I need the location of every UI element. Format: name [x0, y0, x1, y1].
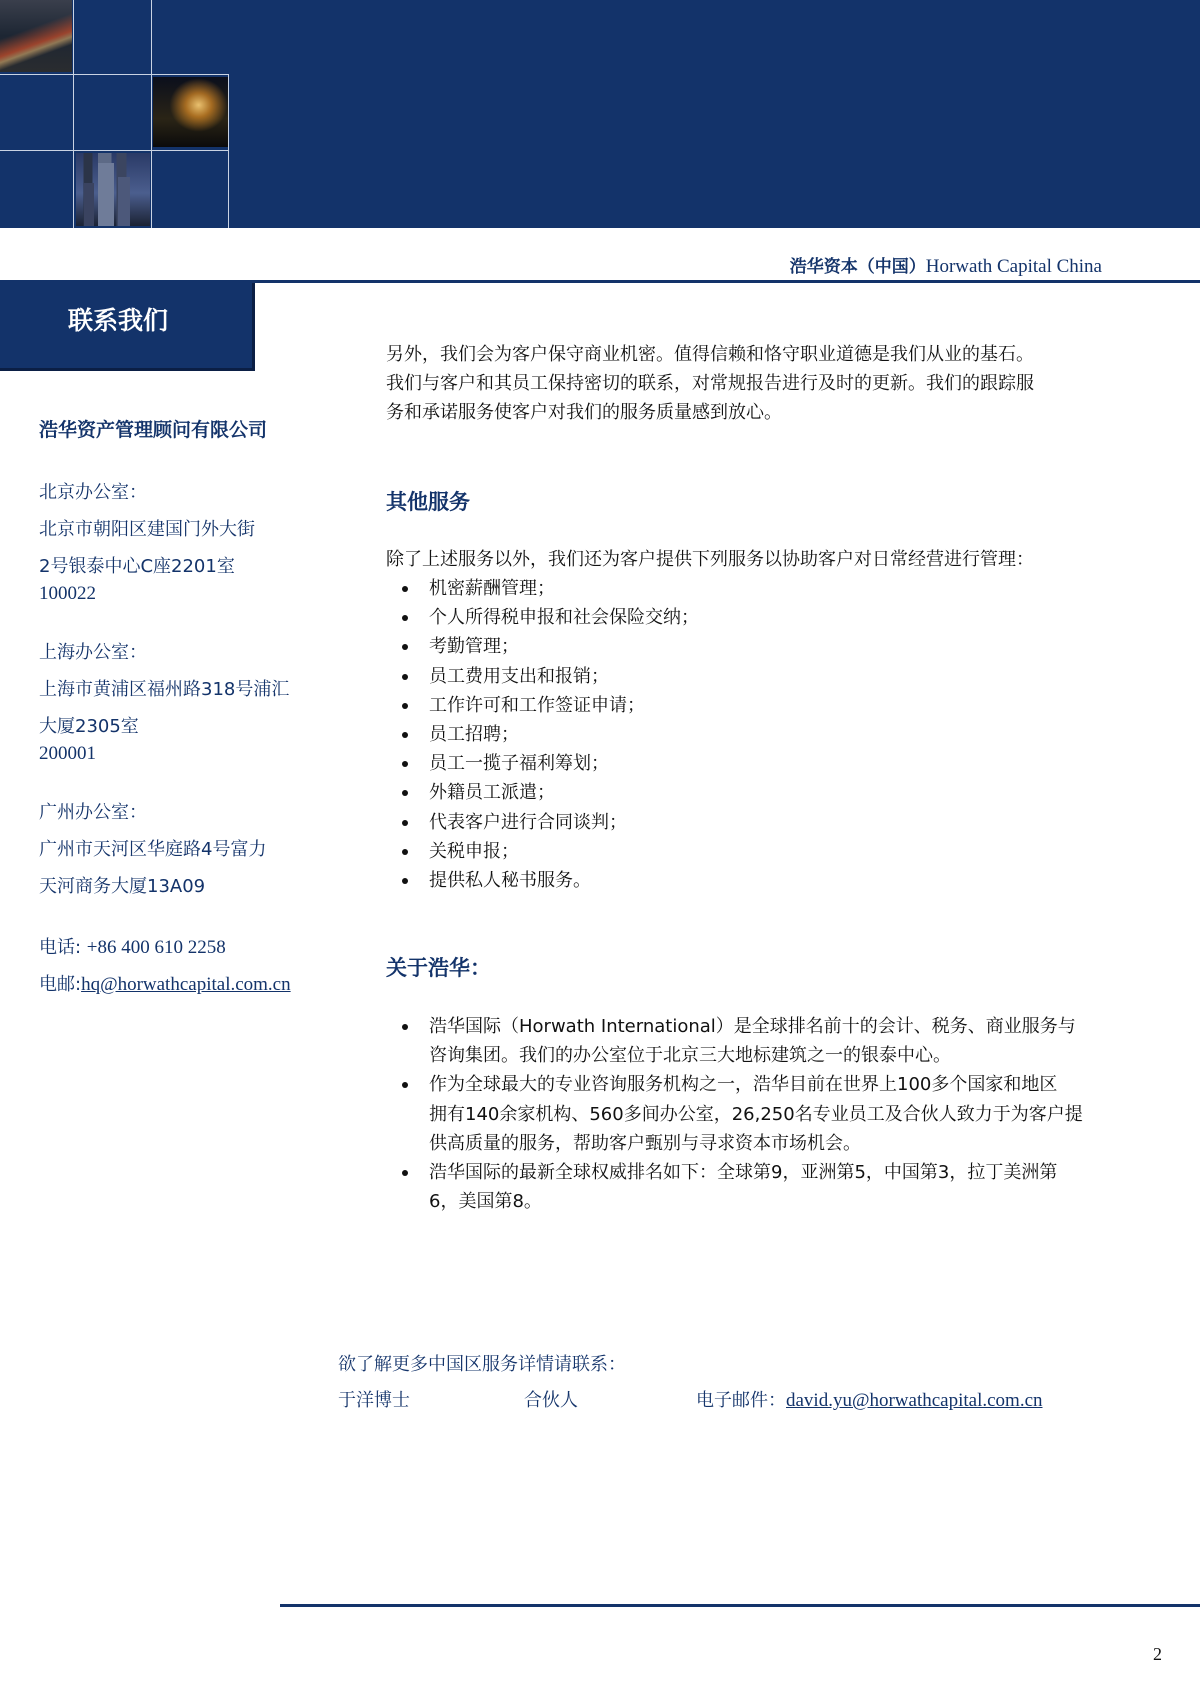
city-night-photo [0, 0, 72, 72]
footer-prompt: 欲了解更多中国区服务详情请联系： [338, 1354, 626, 1375]
brand-name-cn: 浩华资本（中国） [789, 257, 926, 277]
office-label-shanghai: 上海办公室： [39, 642, 147, 663]
phone-line [39, 933, 226, 959]
brand-title [790, 252, 1102, 278]
banner-grid-line [0, 150, 229, 151]
address-line: 北京市朝阳区建国门外大街 [39, 519, 255, 540]
phone-number: +86 400 610 2258 [86, 937, 226, 958]
office-label-beijing: 北京办公室： [39, 482, 147, 503]
text-line: 另外，我们会为客户保守商业机密。值得信赖和恪守职业道德是我们从业的基石。 [386, 344, 1034, 365]
section-title: 联系我们 [68, 306, 169, 335]
company-name: 浩华资产管理顾问有限公司 [39, 419, 268, 441]
text-line: 我们与客户和其员工保持密切的联系，对常规报告进行及时的更新。我们的跟踪服 [386, 373, 1034, 394]
text-line: 务和承诺服务使客户对我们的服务质量感到放心。 [386, 402, 782, 423]
address-line: 广州市天河区华庭路4号富力 [39, 839, 267, 860]
city-lights-photo [153, 77, 229, 147]
header-banner [0, 0, 1200, 228]
address-line: 天河商务大厦13A09 [39, 876, 206, 897]
list-item: 员工费用支出和报销； [386, 662, 699, 691]
brand-name-en: Horwath Capital China [925, 256, 1102, 277]
address-line: 2号银泰中心C座2201室 [39, 556, 235, 577]
contact-section-header [0, 283, 255, 371]
footer-email-link[interactable]: david.yu@horwathcapital.com.cn [786, 1390, 1043, 1411]
list-item: 员工一揽子福利筹划； [386, 749, 699, 778]
about-list [386, 1012, 1083, 1216]
list-item: 作为全球最大的专业咨询服务机构之一，浩华目前在世界上100多个国家和地区 拥有140余家机构、560多间办公室，26,250名专业员工及合伙人致力于为客户提 供高质量的服务，帮助客户甄别与寻求资本市场机会。 [386, 1070, 1083, 1158]
intro-paragraph [386, 340, 1034, 427]
list-item: 机密薪酬管理； [386, 574, 699, 603]
postcode: 100022 [39, 583, 96, 604]
banner-grid-line [151, 0, 152, 228]
banner-grid-line [228, 74, 229, 228]
page-number: 2 [1153, 1644, 1162, 1664]
list-item: 员工招聘； [386, 720, 699, 749]
email-label: 电邮: [39, 974, 82, 995]
office-label-guangzhou: 广州办公室： [39, 802, 147, 823]
list-item: 个人所得税申报和社会保险交纳； [386, 603, 699, 632]
list-item: 外籍员工派遣； [386, 778, 699, 807]
footer-contact-name: 于洋博士 [338, 1390, 410, 1411]
email-link[interactable]: hq@horwathcapital.com.cn [81, 974, 291, 995]
list-item: 提供私人秘书服务。 [386, 866, 699, 895]
address-line: 大厦2305室 [39, 716, 139, 737]
footer-divider [280, 1604, 1200, 1607]
services-list [386, 574, 699, 895]
footer-email-label: 电子邮件： [696, 1390, 786, 1411]
email-line [39, 970, 291, 996]
skyscrapers-photo [76, 153, 150, 226]
list-item: 关税申报； [386, 837, 699, 866]
postcode: 200001 [39, 743, 96, 764]
list-item: 代表客户进行合同谈判； [386, 808, 699, 837]
other-services-intro: 除了上述服务以外，我们还为客户提供下列服务以协助客户对日常经营进行管理： [386, 549, 1034, 570]
footer-email-line [696, 1386, 1043, 1412]
list-item: 浩华国际的最新全球权威排名如下：全球第9，亚洲第5，中国第3，拉丁美洲第 6，美国第8。 [386, 1158, 1083, 1216]
banner-grid-line [73, 0, 74, 228]
address-line: 上海市黄浦区福州路318号浦汇 [39, 679, 290, 700]
footer-contact-title: 合伙人 [524, 1390, 578, 1411]
list-item: 考勤管理； [386, 632, 699, 661]
list-item: 浩华国际（Horwath International）是全球排名前十的会计、税务、商业服务与 咨询集团。我们的办公室位于北京三大地标建筑之一的银泰中心。 [386, 1012, 1083, 1070]
banner-grid-line [0, 74, 229, 75]
about-heading: 关于浩华： [386, 956, 491, 980]
phone-label: 电话: [39, 937, 87, 958]
other-services-heading: 其他服务 [386, 490, 470, 514]
list-item: 工作许可和工作签证申请； [386, 691, 699, 720]
